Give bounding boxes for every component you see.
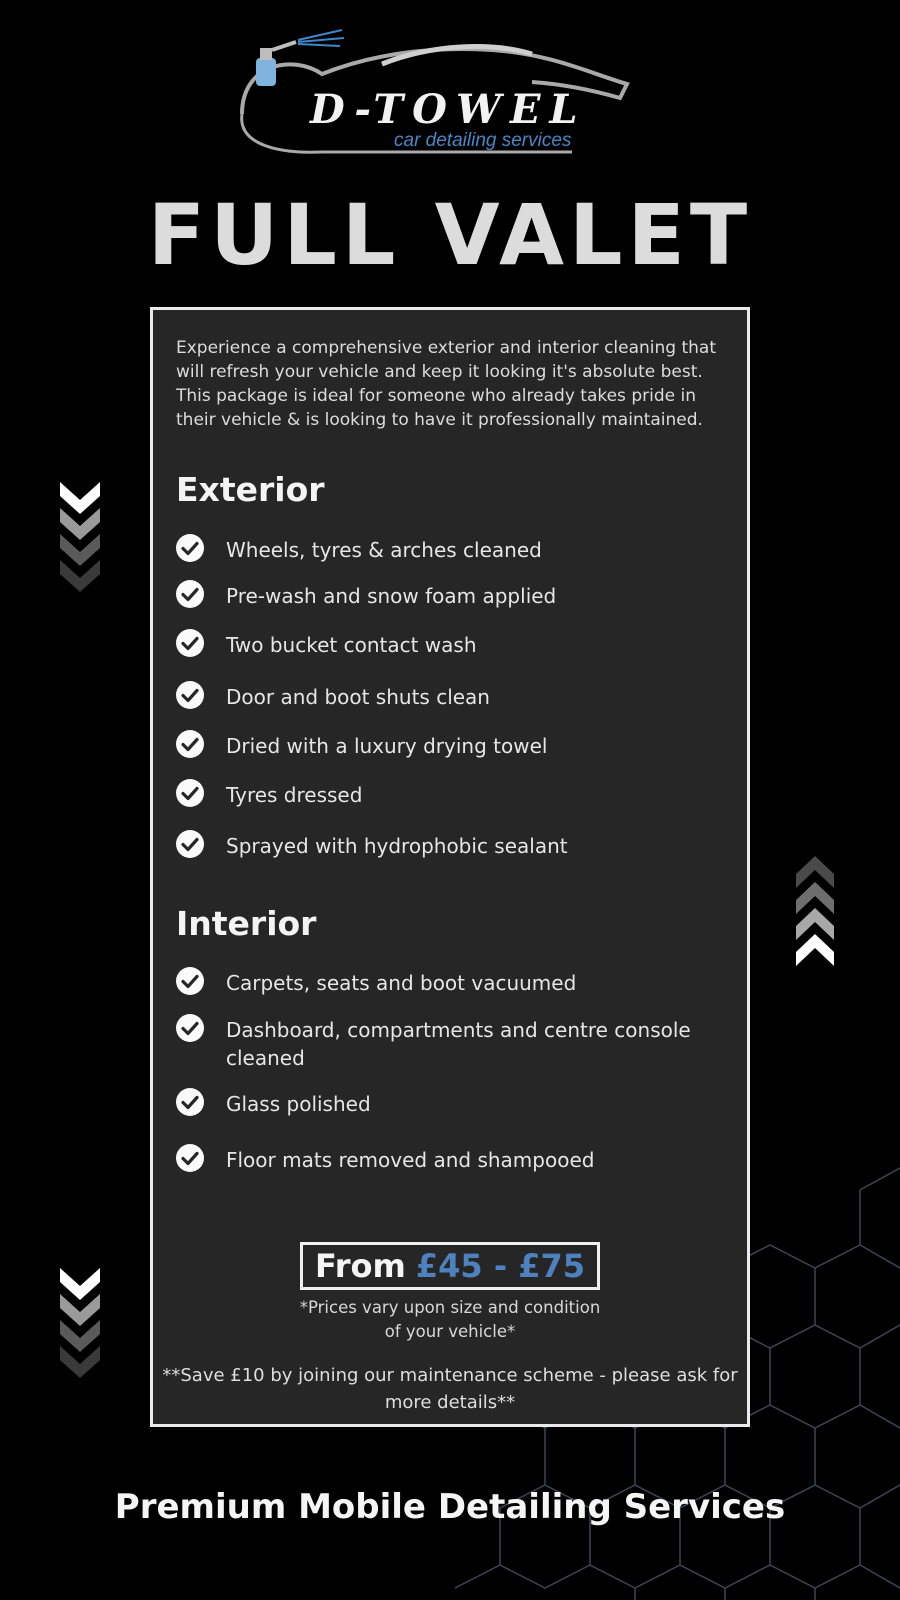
footer-tagline: Premium Mobile Detailing Services — [114, 1487, 786, 1527]
list-item-label: Wheels, tyres & arches cleaned — [226, 538, 542, 562]
list-item-label: Floor mats removed and shampooed — [226, 1148, 595, 1172]
list-item — [176, 779, 736, 809]
check-icon — [176, 1144, 204, 1172]
check-icon — [176, 779, 204, 807]
list-item — [176, 830, 736, 860]
price-range: £45 - £75 — [415, 1247, 586, 1285]
logo-tagline: car detailing services — [394, 130, 572, 151]
list-item-label: Dashboard, compartments and centre console cleaned — [226, 1018, 691, 1070]
list-item-label: Door and boot shuts clean — [226, 685, 490, 709]
list-item-label: Two bucket contact wash — [226, 633, 477, 657]
list-item-label: Carpets, seats and boot vacuumed — [226, 971, 577, 995]
price-from-label: From — [314, 1247, 406, 1285]
chevron-down-icon — [60, 482, 100, 594]
logo-brand-text: D-TOWEL — [310, 86, 587, 133]
chevron-up-icon — [796, 856, 834, 968]
check-icon — [176, 1088, 204, 1116]
check-icon — [176, 681, 204, 709]
list-item — [176, 1014, 736, 1074]
check-icon — [176, 534, 204, 562]
list-item — [176, 534, 736, 564]
chevron-down-icon — [60, 1268, 100, 1380]
list-item — [176, 967, 736, 997]
list-item-label: Pre-wash and snow foam applied — [226, 584, 557, 608]
list-item — [176, 580, 736, 610]
brand-logo — [232, 24, 638, 164]
list-item — [176, 681, 736, 711]
check-icon — [176, 1014, 204, 1042]
interior-heading: Interior — [176, 904, 317, 943]
check-icon — [176, 830, 204, 858]
price-box — [300, 1242, 600, 1290]
check-icon — [176, 629, 204, 657]
intro-text: Experience a comprehensive exterior and interior cleaning that will refresh your vehicle and keep it looking it's absolute best. This package is ideal for someone who already takes pride in their vehicle & is looking to have it professionally maintained. — [176, 338, 717, 430]
list-item-label: Dried with a luxury drying towel — [226, 734, 548, 758]
price-note — [150, 1296, 750, 1344]
list-item — [176, 629, 736, 659]
list-item-label: Glass polished — [226, 1092, 371, 1116]
list-item-label: Tyres dressed — [226, 783, 363, 807]
list-item — [176, 730, 736, 760]
list-item-label: Sprayed with hydrophobic sealant — [226, 834, 568, 858]
page-title: FULL VALET — [147, 186, 753, 284]
check-icon — [176, 580, 204, 608]
save-note: **Save £10 by joining our maintenance scheme - please ask for more details** — [162, 1365, 738, 1413]
exterior-heading: Exterior — [176, 470, 325, 509]
check-icon — [176, 730, 204, 758]
list-item — [176, 1144, 736, 1174]
price-note-text: *Prices vary upon size and condition of your vehicle* — [299, 1298, 601, 1341]
check-icon — [176, 967, 204, 995]
list-item — [176, 1088, 736, 1118]
